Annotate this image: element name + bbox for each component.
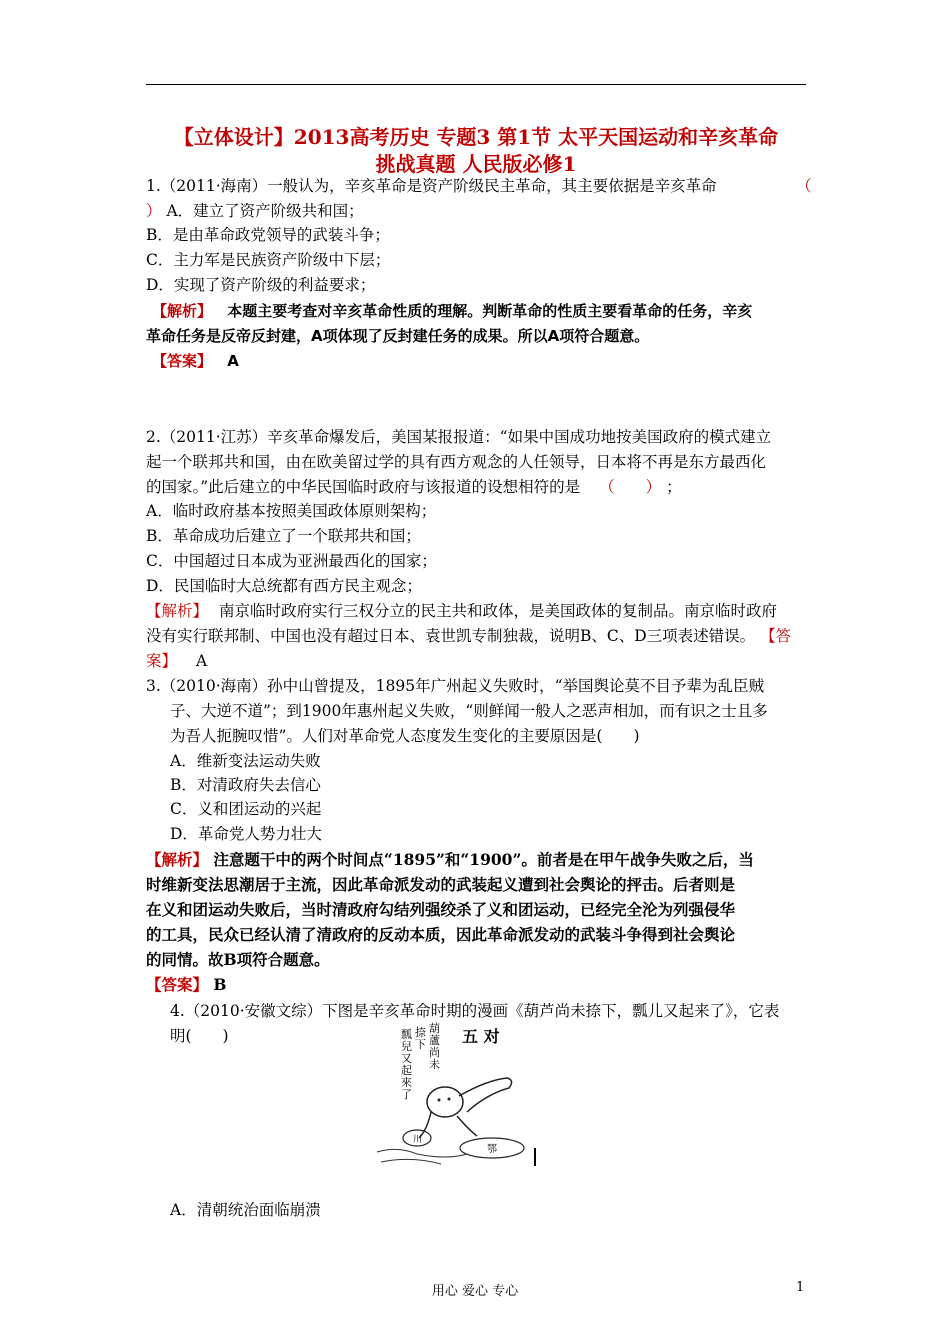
svg-text:了: 了	[401, 1088, 412, 1101]
cartoon-top-text: 五 对	[462, 1027, 500, 1046]
q1-analysis-line1	[146, 299, 806, 323]
q1-analysis-text2: 革命任务是反帝反封建，A项体现了反封建任务的成果。所以A项符合题意。	[146, 327, 650, 345]
q3-analysis-label: 【解析】	[146, 850, 209, 869]
svg-text:來: 來	[401, 1076, 412, 1089]
q1-answer: A	[227, 352, 239, 370]
svg-text:未: 未	[429, 1058, 440, 1071]
q2-answer-label-b: 案】	[146, 652, 178, 670]
q2-option-a: A．临时政府基本按照美国政体原则架构；	[146, 502, 437, 520]
q2-analysis-line1	[146, 599, 806, 623]
q1-answer-label: 【答案】	[152, 352, 213, 370]
q4-stem-line1: 4.（2010·安徽文综）下图是辛亥革命时期的漫画《葫芦尚未捺下，瓢儿又起来了》，它表	[170, 1002, 780, 1020]
cartoon-figure-arm	[459, 1078, 512, 1112]
q2-option-c: C．中国超过日本成为亚洲最西化的国家；	[146, 552, 437, 570]
q2-answer: A	[195, 652, 208, 670]
q2-analysis-line2	[146, 624, 806, 648]
q3-option-c: C．义和团运动的兴起	[170, 800, 322, 818]
footer-motto: 用心 爱心 专心	[431, 1284, 519, 1299]
q2-analysis-label: 【解析】	[146, 602, 209, 620]
document-title-line2: 挑战真题 人民版必修1	[375, 152, 577, 176]
q3-analysis-text2: 时维新变法思潮居于主流，因此革命派发动的武装起义遭到社会舆论的抨击。后者则是	[146, 875, 736, 894]
q2-option-b: B．革命成功后建立了一个联邦共和国；	[146, 527, 421, 545]
q1-analysis-text1: 本题主要考查对辛亥革命性质的理解。判断革命的性质主要看革命的任务，辛亥	[227, 302, 753, 320]
q1-option-d: D．实现了资产阶级的利益要求；	[146, 276, 376, 294]
q2-stem-line2: 起一个联邦共和国，由在欧美留过学的具有西方观念的人任领导，日本将不再是东方最西化	[146, 453, 767, 471]
cartoon-water	[377, 1149, 467, 1164]
q3-analysis-line1	[146, 848, 806, 872]
q3-answer: B	[213, 975, 227, 994]
svg-text:瓢: 瓢	[401, 1028, 412, 1041]
q1-stem	[146, 174, 812, 198]
q1-stem-text: 1.（2011·海南）一般认为，辛亥革命是资产阶级民主革命，其主要依据是辛亥革命	[146, 177, 717, 195]
q3-option-a: A．维新变法运动失败	[170, 752, 321, 770]
q1-paren-close: ）	[146, 202, 162, 220]
svg-text:鄂: 鄂	[487, 1144, 497, 1155]
q4-cartoon-image	[367, 1020, 547, 1170]
q1-option-c: C．主力军是民族资产阶级中下层；	[146, 251, 391, 269]
q1-answer-line	[146, 349, 806, 373]
q3-analysis-text5: 的同情。故B项符合题意。	[146, 950, 330, 969]
cartoon-caption-col1: 葫	[429, 1022, 440, 1035]
q3-stem-line3: 为吾人扼腕叹惜”。人们对革命党人态度发生变化的主要原因是( )	[170, 727, 640, 745]
q1-option-b: B．是由革命政党领导的武装斗争；	[146, 226, 390, 244]
q1-analysis-label: 【解析】	[152, 302, 213, 320]
q3-analysis-text3: 在义和团运动失败后，当时清政府勾结列强绞杀了义和团运动，已经完全沦为列强侵华	[146, 900, 736, 919]
q2-stem-line3	[146, 475, 806, 499]
q2-answer-label-a: 【答	[760, 627, 792, 645]
q3-answer-line	[146, 973, 806, 997]
q1-paren-open: （	[796, 177, 812, 195]
svg-text:尚: 尚	[429, 1046, 440, 1059]
svg-text:又: 又	[401, 1052, 412, 1065]
q3-option-b: B．对清政府失去信心	[170, 776, 321, 794]
q2-stem-end: ；	[666, 478, 682, 496]
cartoon-figure-body	[419, 1112, 477, 1138]
q3-stem-line1: 3.（2010·海南）孙中山曾提及，1895年广州起义失败时，“举国舆论莫不目予辈为乱臣贼	[146, 677, 765, 695]
q2-option-d: D．民国临时大总统都有西方民主观念；	[146, 577, 422, 595]
header-rule	[146, 84, 806, 85]
document-title-line1: 【立体设计】2013高考历史 专题3 第1节 太平天国运动和辛亥革命	[173, 125, 779, 149]
svg-text:下: 下	[415, 1038, 426, 1051]
svg-text:蘆: 蘆	[429, 1034, 440, 1047]
q1-option-a-line	[146, 199, 806, 223]
q2-answer-paren: （ ）	[599, 478, 662, 496]
q2-answer-line	[146, 649, 806, 673]
q3-option-d: D．革命党人势力壮大	[170, 825, 322, 843]
svg-text:兒: 兒	[401, 1040, 412, 1053]
q2-analysis-text1: 南京临时政府实行三权分立的民主共和政体，是美国政体的复制品。南京临时政府	[218, 602, 777, 620]
q2-analysis-text2: 没有实行联邦制、中国也没有超过日本、袁世凯专制独裁，说明B、C、D三项表述错误。	[146, 627, 756, 645]
q3-analysis-text1: 注意题干中的两个时间点“1895”和“1900”。前者是在甲午战争失败之后，当	[213, 850, 754, 869]
q1-option-a: A．建立了资产阶级共和国；	[166, 202, 364, 220]
svg-text:川: 川	[413, 1135, 423, 1145]
q4-stem-line2: 明( )	[170, 1027, 229, 1045]
q4-option-a: A．清朝统治面临崩溃	[170, 1201, 321, 1219]
cartoon-figure-head	[427, 1087, 463, 1117]
page-number: 1	[796, 1280, 805, 1295]
svg-text:起: 起	[401, 1064, 412, 1077]
q2-stem-line1: 2.（2011·江苏）辛亥革命爆发后，美国某报报道：“如果中国成功地按美国政府的模式建立	[146, 428, 772, 446]
svg-text:捺: 捺	[415, 1026, 426, 1039]
q3-analysis-text4: 的工具，民众已经认清了清政府的反动本质，因此革命派发动的武装斗争得到社会舆论	[146, 925, 736, 944]
q2-stem-text3: 的国家。”此后建立的中华民国临时政府与该报道的设想相符的是	[146, 478, 581, 496]
q3-stem-line2: 子、大逆不道”；到1900年惠州起义失败，“则鲜闻一般人之恶声相加，而有识之士且多	[170, 702, 768, 720]
q3-answer-label: 【答案】	[146, 975, 209, 994]
